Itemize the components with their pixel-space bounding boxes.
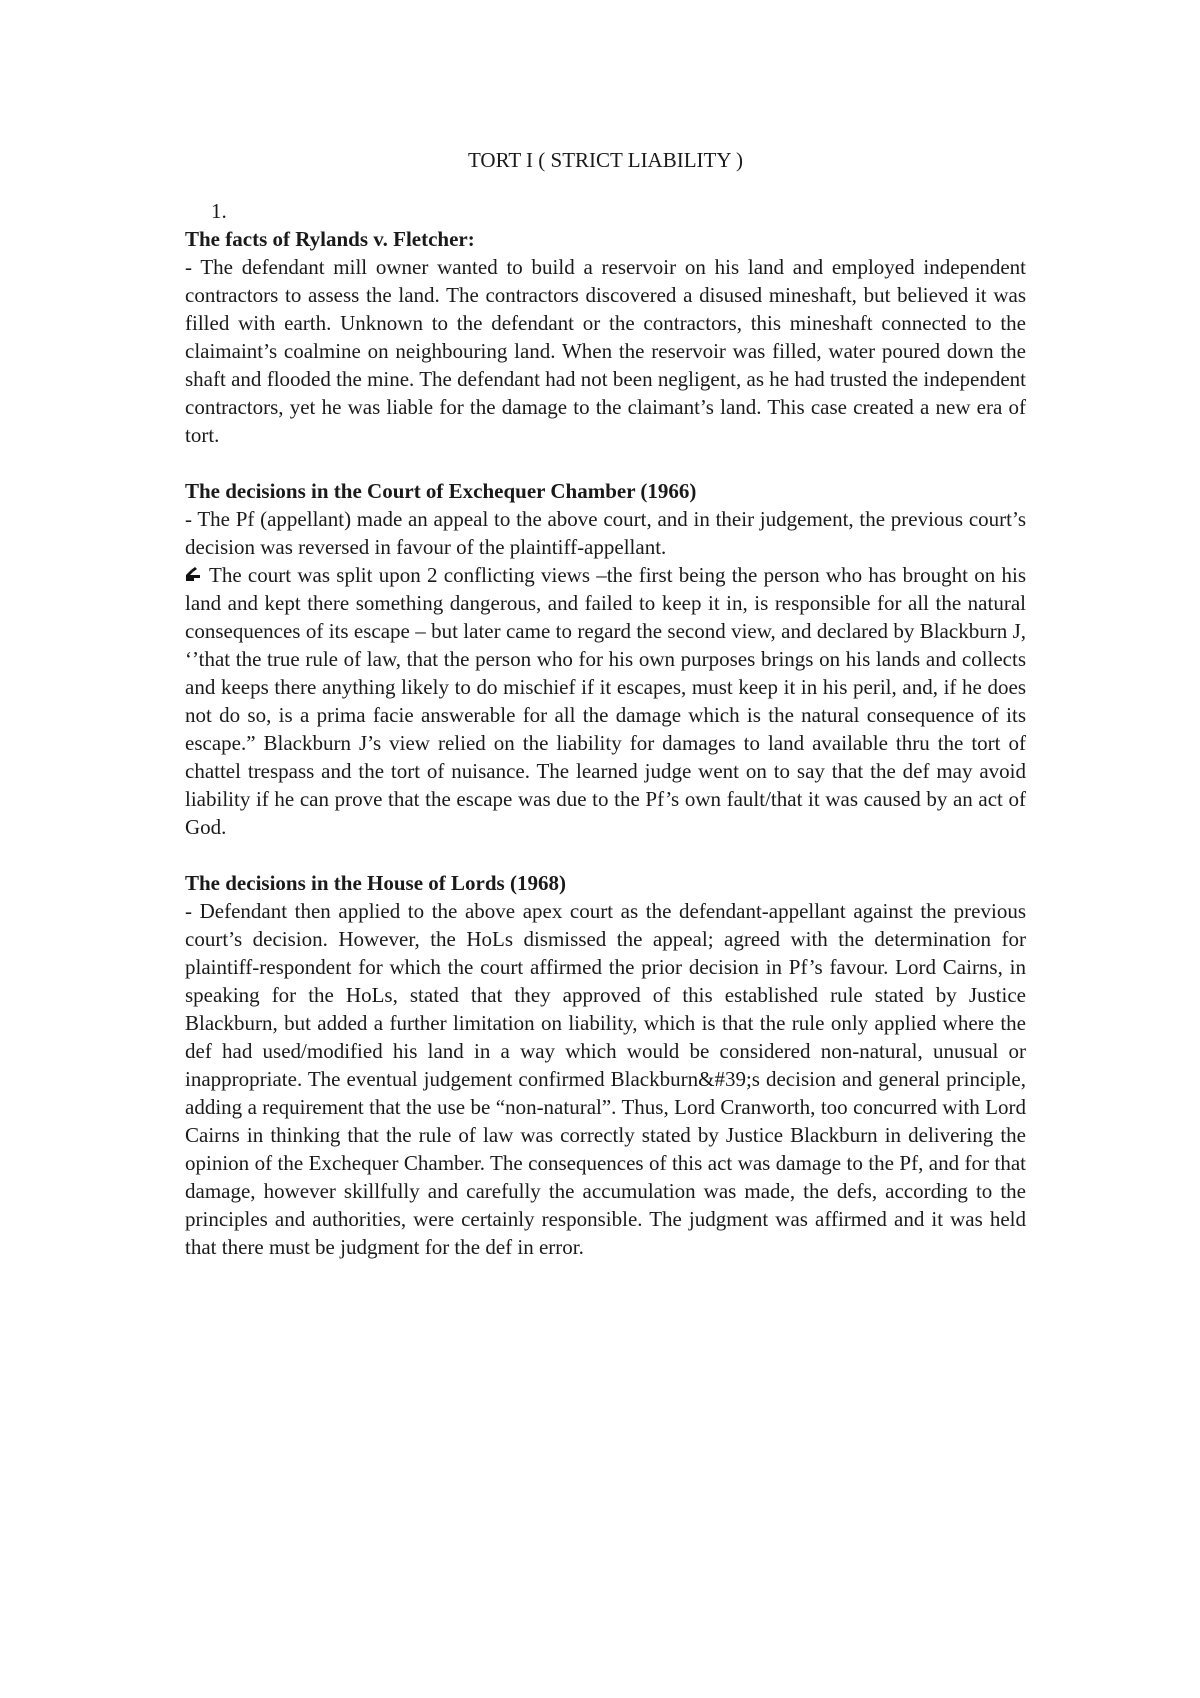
bullet-paragraph-text: The court was split upon 2 conflicting views –the first being the person who has brought on his land and kept there something dangerous, and failed to keep it in, is responsible for all the natural consequences of its escape – but later came to regard the second view, and declared by Blackburn J, ‘’that the true rule of law, that the person who for his own purposes brings on his lands and collects and keeps there anything likely to do mischief if it escapes, must keep it in his peril, and, if he does not do so, is a prima facie answerable for all the damage which is the natural consequence of its escape.” Blackburn J’s view relied on the liability for damages to land available thru the tort of chattel trespass and the tort of nuisance. The learned judge went on to say that the def may avoid liability if he can prove that the escape was due to the Pf’s own fault/that it was caused by an act of God. [185, 563, 1026, 839]
section-spacer [185, 841, 1026, 869]
document-title: TORT I ( STRICT LIABILITY ) [467, 148, 744, 172]
list-number: 1. [211, 199, 227, 223]
bullet-pointer-icon [185, 562, 203, 578]
section-paragraph-facts: - The defendant mill owner wanted to build a reservoir on his land and employed independent contractors to assess the land. The contractors discovered a disused mineshaft, but believed it was filled with earth. Unknown to the defendant or the contractors, this mineshaft connected to the claimaint’s coalmine on neighbouring land. When the reservoir was filled, water poured down the shaft and flooded the mine. The defendant had not been negligent, as he had trusted the independent contractors, yet he was liable for the damage to the claimant’s land. This case created a new era of tort. [185, 255, 1026, 447]
section-heading-facts: The facts of Rylands v. Fletcher: [185, 227, 475, 251]
section-heading-exchequer: The decisions in the Court of Exchequer Chamber (1966) [185, 479, 697, 503]
section-paragraph-lords: - Defendant then applied to the above apex court as the defendant-appellant against the previous court’s decision. However, the HoLs dismissed the appeal; agreed with the determination for plaintiff-respondent for which the court affirmed the prior decision in Pf’s favour. Lord Cairns, in speaking for the HoLs, stated that they approved of this established rule stated by Justice Blackburn, but added a further limitation on liability, which is that the rule only applied where the def had used/modified his land in a way which would be considered non-natural, unusual or inappropriate. The eventual judgement confirmed Blackburn&#39;s decision and general principle, adding a requirement that the use be “non-natural”. Thus, Lord Cranworth, too concurred with Lord Cairns in thinking that the rule of law was correctly stated by Justice Blackburn in delivering the opinion of the Exchequer Chamber. The consequences of this act was damage to the Pf, and for that damage, however skillfully and carefully the accumulation was made, the defs, according to the principles and authorities, were certainly responsible. The judgment was affirmed and it was held that there must be judgment for the def in error. [185, 899, 1026, 1259]
section-paragraph-exchequer: - The Pf (appellant) made an appeal to the above court, and in their judgement, the previous court’s decision was reversed in favour of the plaintiff-appellant. [185, 507, 1026, 559]
document-page [185, 146, 1026, 1261]
section-heading-lords: The decisions in the House of Lords (1968) [185, 871, 566, 895]
section-spacer [185, 449, 1026, 477]
bullet-paragraph-exchequer [185, 561, 1026, 841]
